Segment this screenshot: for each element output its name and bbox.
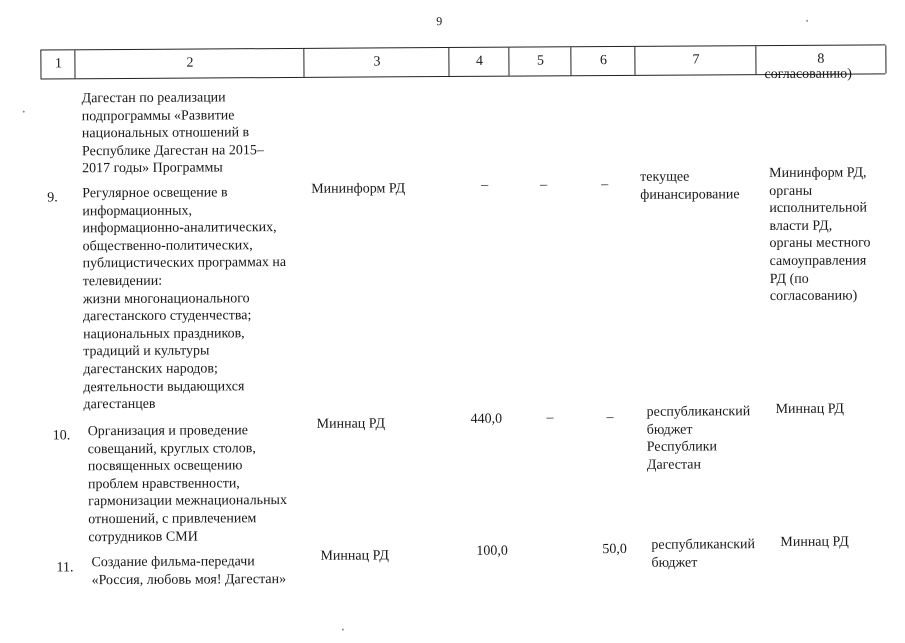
page-number: 9 [436, 14, 443, 29]
carry-over-responsible: согласованию) [764, 66, 852, 83]
row-10-number: 10. [52, 428, 71, 444]
header-col-3: 3 [303, 48, 449, 77]
row-9-col6: – [601, 177, 609, 193]
row-11-financing: республиканский бюджет [651, 537, 756, 571]
table-header-row [40, 44, 885, 79]
scan-speck [23, 111, 25, 113]
row-10-financing: республиканский бюджет Республики Дагестан [646, 404, 751, 473]
row-11-executor: Миннац РД [320, 548, 389, 564]
row-10-description: Организация и проведение совещаний, круглых столов, посвященных освещению проблем нравственности, гармонизации межнациональных отношений, с привлечением сотрудников СМИ [87, 423, 287, 545]
row-9-executor: Мининформ РД [311, 181, 406, 197]
scan-speck [806, 20, 808, 22]
header-col-1: 1 [40, 50, 75, 78]
header-col-2: 2 [74, 49, 304, 78]
carry-over-description: Дагестан по реализации подпрограммы «Развитие национальных отношений в Республике Дагестан на 2015– 2017 годы» Программы [81, 90, 264, 177]
row-9-financing: текущее финансирование [640, 169, 740, 203]
row-9-col5: – [540, 177, 548, 193]
row-9-responsible: Мининформ РД, органы исполнительной власти РД, органы местного самоуправления РД (по согласованию) [769, 165, 871, 305]
row-10-col6: – [606, 410, 614, 426]
row-11-description: Создание фильма-передачи «Россия, любовь моя! Дагестан» [91, 554, 287, 588]
row-10-responsible: Миннац РД [775, 401, 845, 418]
scan-speck [342, 629, 344, 631]
row-10-executor: Миннац РД [316, 416, 386, 432]
row-9-number: 9. [47, 190, 58, 206]
row-11-col6: 50,0 [602, 541, 627, 558]
row-11-responsible: Миннац РД [780, 534, 849, 550]
row-9-col4: – [481, 177, 489, 193]
row-10-col5: – [546, 410, 554, 426]
header-col-5: 5 [508, 47, 571, 75]
row-10-col4: 440,0 [470, 411, 503, 427]
row-9-description: Регулярное освещение в информационных, информационно-аналитических, общественно-политических, публицистических программах на телевидении: жизни многонационального дагестанского студенчества; национальных праздников, традиций и культуры дагестанских народов; деятельности выдающихся дагестанцев [82, 185, 287, 413]
row-11-col4: 100,0 [476, 543, 508, 559]
header-col-4: 4 [448, 48, 509, 76]
header-col-7: 7 [634, 46, 756, 75]
header-col-8: 8 [755, 45, 886, 74]
header-col-6: 6 [570, 47, 635, 75]
row-11-number: 11. [56, 560, 74, 576]
